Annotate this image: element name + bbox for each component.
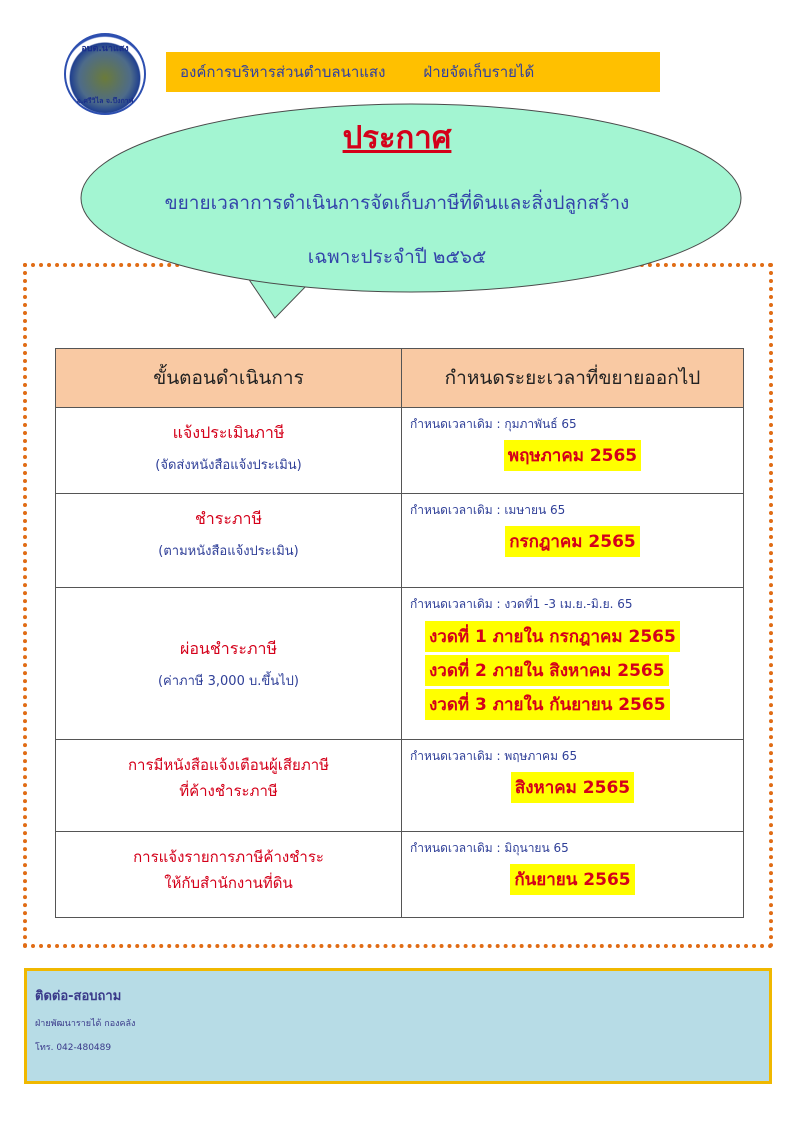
table-row [56, 832, 744, 918]
table-row [56, 740, 744, 832]
step-label: ชำระภาษี [194, 509, 263, 528]
schedule-table [55, 348, 744, 918]
step-label: การมีหนังสือแจ้งเตือนผู้เสียภาษี [127, 756, 330, 774]
contact-box [24, 968, 772, 1084]
step-note: (จัดส่งหนังสือแจ้งประเมิน) [155, 458, 302, 473]
original-deadline: กำหนดเวลาเดิม : กุมภาพันธ์ 65 [410, 417, 577, 431]
installment-2-deadline: งวดที่ 2 ภายใน สิงหาคม 2565 [425, 655, 669, 686]
step-label: การแจ้งรายการภาษีค้างชำระ [133, 848, 324, 866]
step-note: (ค่าภาษี 3,000 บ.ขึ้นไป) [157, 673, 299, 689]
installment-1-deadline: งวดที่ 1 ภายใน กรกฎาคม 2565 [425, 621, 680, 652]
original-deadline: กำหนดเวลาเดิม : เมษายน 65 [410, 503, 566, 517]
extended-deadline: กรกฎาคม 2565 [505, 526, 640, 557]
table-row [56, 588, 744, 740]
contact-phone: โทร. 042-480489 [35, 1043, 112, 1053]
step-label: แจ้งประเมินภาษี [172, 423, 285, 442]
speech-bubble [0, 0, 794, 360]
installment-3-deadline: งวดที่ 3 ภายใน กันยายน 2565 [425, 689, 670, 720]
table-row [56, 408, 744, 494]
extended-deadline: กันยายน 2565 [510, 864, 634, 895]
logo-top-text: อบต.นาแสง [81, 44, 129, 54]
original-deadline: กำหนดเวลาเดิม : มิถุนายน 65 [410, 841, 569, 855]
step-label-line2: ให้กับสำนักงานที่ดิน [164, 874, 293, 892]
department-name: ฝ่ายจัดเก็บรายได้ [423, 63, 535, 81]
column-header-period: กำหนดระยะเวลาที่ขยายออกไป [402, 349, 744, 408]
original-deadline: กำหนดเวลาเดิม : พฤษภาคม 65 [410, 749, 578, 763]
organization-name: องค์การบริหารส่วนตำบลนาแสง [180, 63, 386, 81]
announcement-subtitle: ขยายเวลาการดำเนินการจัดเก็บภาษีที่ดินและสิ่งปลูกสร้าง [164, 192, 630, 214]
table-header-row [56, 349, 744, 408]
extended-deadline: พฤษภาคม 2565 [504, 440, 641, 471]
original-deadline: กำหนดเวลาเดิม : งวดที่1 -3 เม.ย.-มิ.ย. 65 [410, 597, 633, 611]
table-row [56, 494, 744, 588]
logo-bottom-text: อ.ศรีวิไล จ.บึงกาฬ [76, 97, 134, 105]
step-note: (ตามหนังสือแจ้งประเมิน) [158, 544, 299, 559]
contact-department: ฝ่ายพัฒนารายได้ กองคลัง [35, 1019, 136, 1029]
extended-deadline: สิงหาคม 2565 [511, 772, 634, 803]
announcement-title: ประกาศ [342, 120, 452, 156]
announcement-year: เฉพาะประจำปี ๒๕๖๕ [307, 246, 487, 268]
contact-heading: ติดต่อ-สอบถาม [35, 989, 122, 1004]
step-label: ผ่อนชำระภาษี [179, 638, 278, 658]
column-header-step: ขั้นตอนดำเนินการ [56, 349, 402, 408]
step-label-line2: ที่ค้างชำระภาษี [179, 782, 278, 800]
